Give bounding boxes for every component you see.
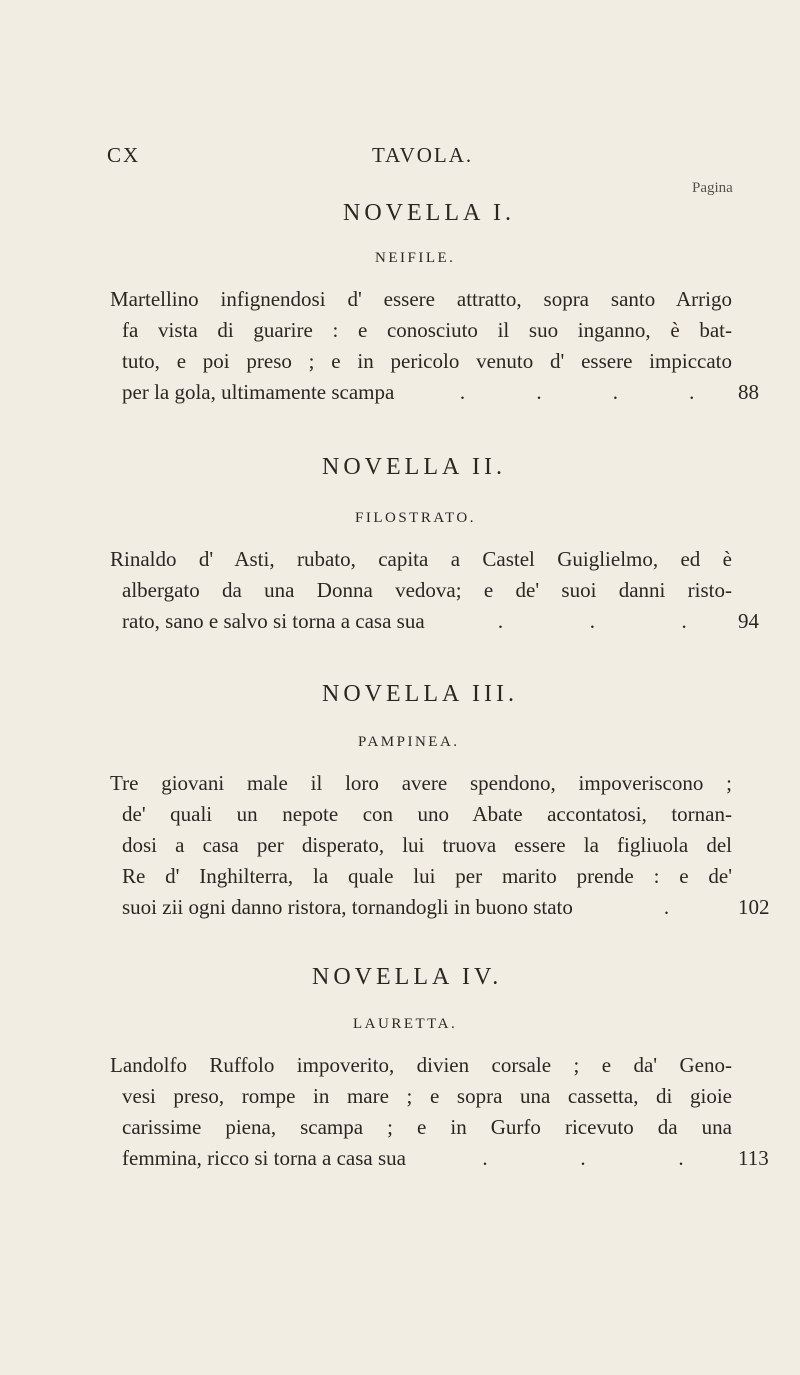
pagina-column-label: Pagina xyxy=(692,180,733,196)
dot-leader: . . . xyxy=(482,1146,684,1170)
page-number: 102 xyxy=(738,895,770,919)
summary-line: vesi preso, rompe in mare ; e sopra una cassetta, di gioie xyxy=(122,1084,732,1108)
novella-heading: NOVELLA IV. xyxy=(312,964,503,990)
running-title: TAVOLA. xyxy=(372,143,474,167)
summary-line: carissime piena, scampa ; e in Gurfo ricevuto da una xyxy=(122,1115,732,1139)
narrator-name: NEIFILE. xyxy=(375,250,456,266)
page-number: 113 xyxy=(738,1146,769,1170)
summary-line: Rinaldo d' Asti, rubato, capita a Castel Guiglielmo, ed è xyxy=(110,547,732,571)
summary-last-line xyxy=(122,609,734,634)
summary-line: fa vista di guarire : e conosciuto il suo inganno, è bat- xyxy=(122,318,732,342)
summary-line: suoi zii ogni danno ristora, tornandogli in buono stato xyxy=(122,895,573,919)
summary-line: albergato da una Donna vedova; e de' suoi danni risto- xyxy=(122,578,732,602)
summary-last-line xyxy=(122,380,734,405)
summary-line: tuto, e poi preso ; e in pericolo venuto d' essere impiccato xyxy=(122,349,732,373)
summary-line: femmina, ricco si torna a casa sua xyxy=(122,1146,406,1170)
summary-line: dosi a casa per disperato, lui truova essere la figliuola del xyxy=(122,833,732,857)
novella-heading: NOVELLA III. xyxy=(322,681,518,707)
summary-line: Tre giovani male il loro avere spendono, impoveriscono ; xyxy=(110,771,732,795)
narrator-name: FILOSTRATO. xyxy=(355,510,476,526)
summary-line: per la gola, ultimamente scampa xyxy=(122,380,395,404)
novella-heading: NOVELLA I. xyxy=(343,200,515,226)
summary-line: Martellino infignendosi d' essere attratto, sopra santo Arrigo xyxy=(110,287,732,311)
page-folio: CX xyxy=(107,143,141,167)
dot-leader: . xyxy=(663,895,670,919)
summary-line: Re d' Inghilterra, la quale lui per marito prende : e de' xyxy=(122,864,732,888)
page-number: 88 xyxy=(738,380,759,404)
narrator-name: LAURETTA. xyxy=(353,1016,458,1032)
summary-line: de' quali un nepote con uno Abate accontatosi, tornan- xyxy=(122,802,732,826)
dot-leader: . . . xyxy=(497,609,687,633)
narrator-name: PAMPINEA. xyxy=(358,734,460,750)
summary-last-line xyxy=(122,895,734,920)
summary-line: rato, sano e salvo si torna a casa sua xyxy=(122,609,425,633)
novella-heading: NOVELLA II. xyxy=(322,454,506,480)
dot-leader: . . . . xyxy=(459,380,695,404)
page-number: 94 xyxy=(738,609,759,633)
summary-last-line xyxy=(122,1146,734,1171)
summary-line: Landolfo Ruffolo impoverito, divien corsale ; e da' Geno- xyxy=(110,1053,732,1077)
